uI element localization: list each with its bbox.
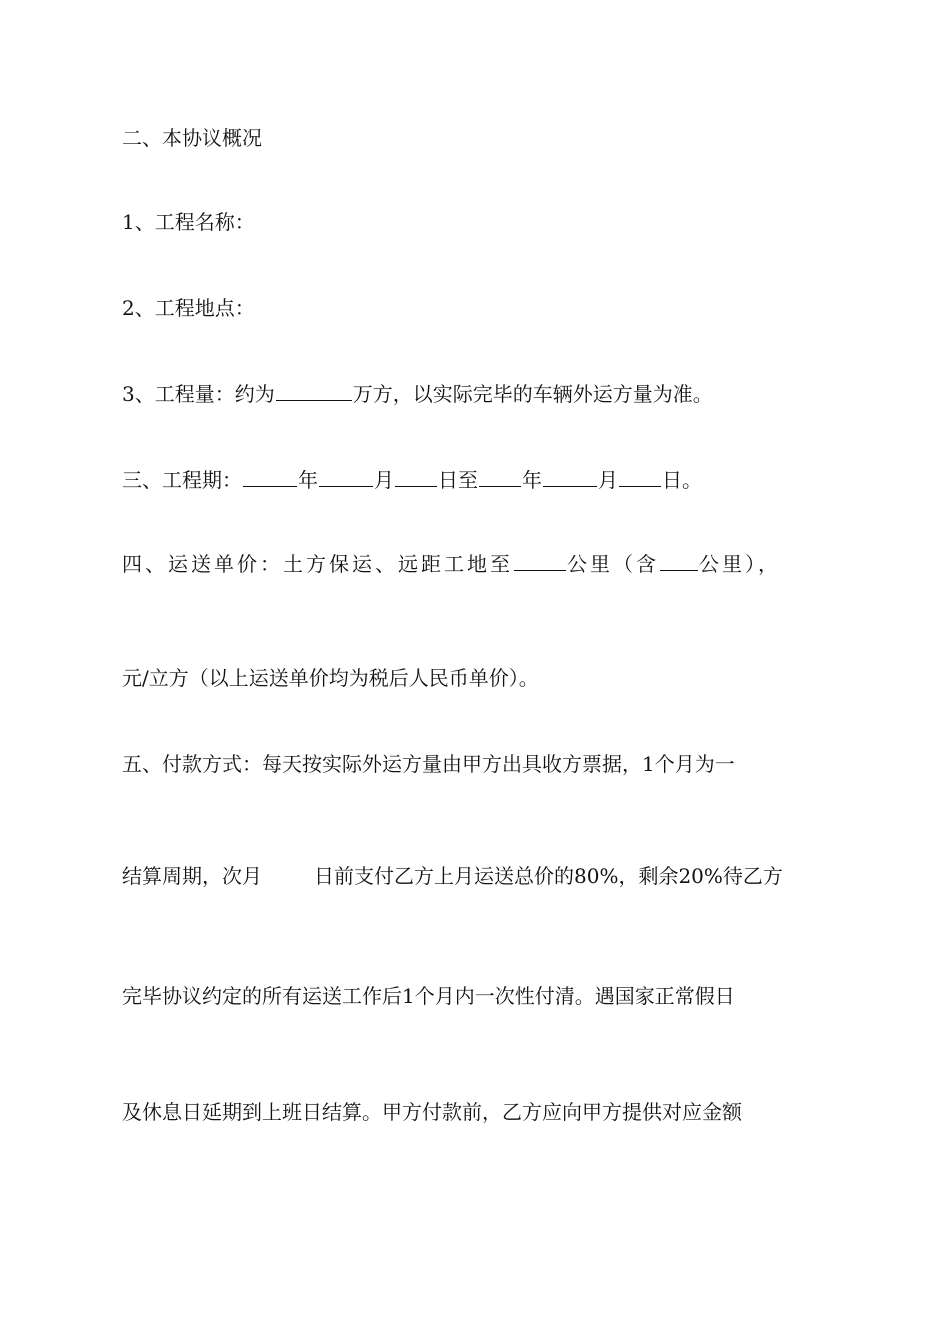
payment-text-2a: 结算周期，次月	[122, 864, 262, 888]
period-label: 三、工程期：	[122, 468, 242, 492]
payment-text-1: 五、付款方式：每天按实际外运方量由甲方出具收方票据，1个月为一	[122, 752, 735, 776]
end-year-unit: 年	[522, 468, 542, 492]
start-year-blank	[243, 466, 297, 487]
payment-text-4: 及休息日延期到上班日结算。甲方付款前，乙方应向甲方提供对应金额	[122, 1100, 742, 1124]
section-4-price-line1	[122, 550, 781, 578]
distance-blank	[514, 550, 566, 571]
section-2-heading-text: 二、本协议概况	[122, 126, 262, 150]
start-year-unit: 年	[298, 468, 318, 492]
item-project-name-text: 1、工程名称：	[122, 210, 255, 234]
section-5-payment-line1	[122, 750, 735, 778]
section-4-price-line2	[122, 664, 539, 692]
end-day-unit: 日。	[662, 468, 702, 492]
start-day-unit: 日至	[438, 468, 478, 492]
end-year-blank	[479, 466, 521, 487]
end-month-unit: 月	[598, 468, 618, 492]
section-5-payment-line2	[122, 862, 783, 890]
payment-text-3: 完毕协议约定的所有运送工作后1个月内一次性付清。遇国家正常假日	[122, 984, 735, 1008]
end-month-blank	[543, 466, 597, 487]
start-day-blank	[395, 466, 437, 487]
quantity-label: 3、工程量：约为	[122, 382, 275, 406]
distance-included-unit: 公里），	[699, 552, 781, 576]
item-project-name	[122, 208, 255, 236]
quantity-blank	[276, 380, 352, 401]
price-label: 四、运送单价：土方保运、远距工地至	[122, 552, 513, 576]
section-5-payment-line4	[122, 1098, 742, 1126]
section-3-period	[122, 466, 702, 494]
payment-text-2b: 日前支付乙方上月运送总价的80%，剩余20%待乙方	[314, 864, 783, 888]
item-project-location-text: 2、工程地点：	[122, 296, 255, 320]
item-project-location	[122, 294, 255, 322]
quantity-suffix: 万方，以实际完毕的车辆外运方量为准。	[352, 382, 713, 406]
section-2-heading	[122, 124, 262, 152]
item-project-quantity	[122, 380, 713, 408]
section-5-payment-line3	[122, 982, 735, 1010]
end-day-blank	[619, 466, 661, 487]
start-month-unit: 月	[374, 468, 394, 492]
start-month-blank	[319, 466, 373, 487]
distance-included-blank	[660, 550, 698, 571]
distance-unit: 公里（含	[567, 552, 659, 576]
price-unit-text: 元/立方（以上运送单价均为税后人民币单价）。	[122, 666, 539, 690]
